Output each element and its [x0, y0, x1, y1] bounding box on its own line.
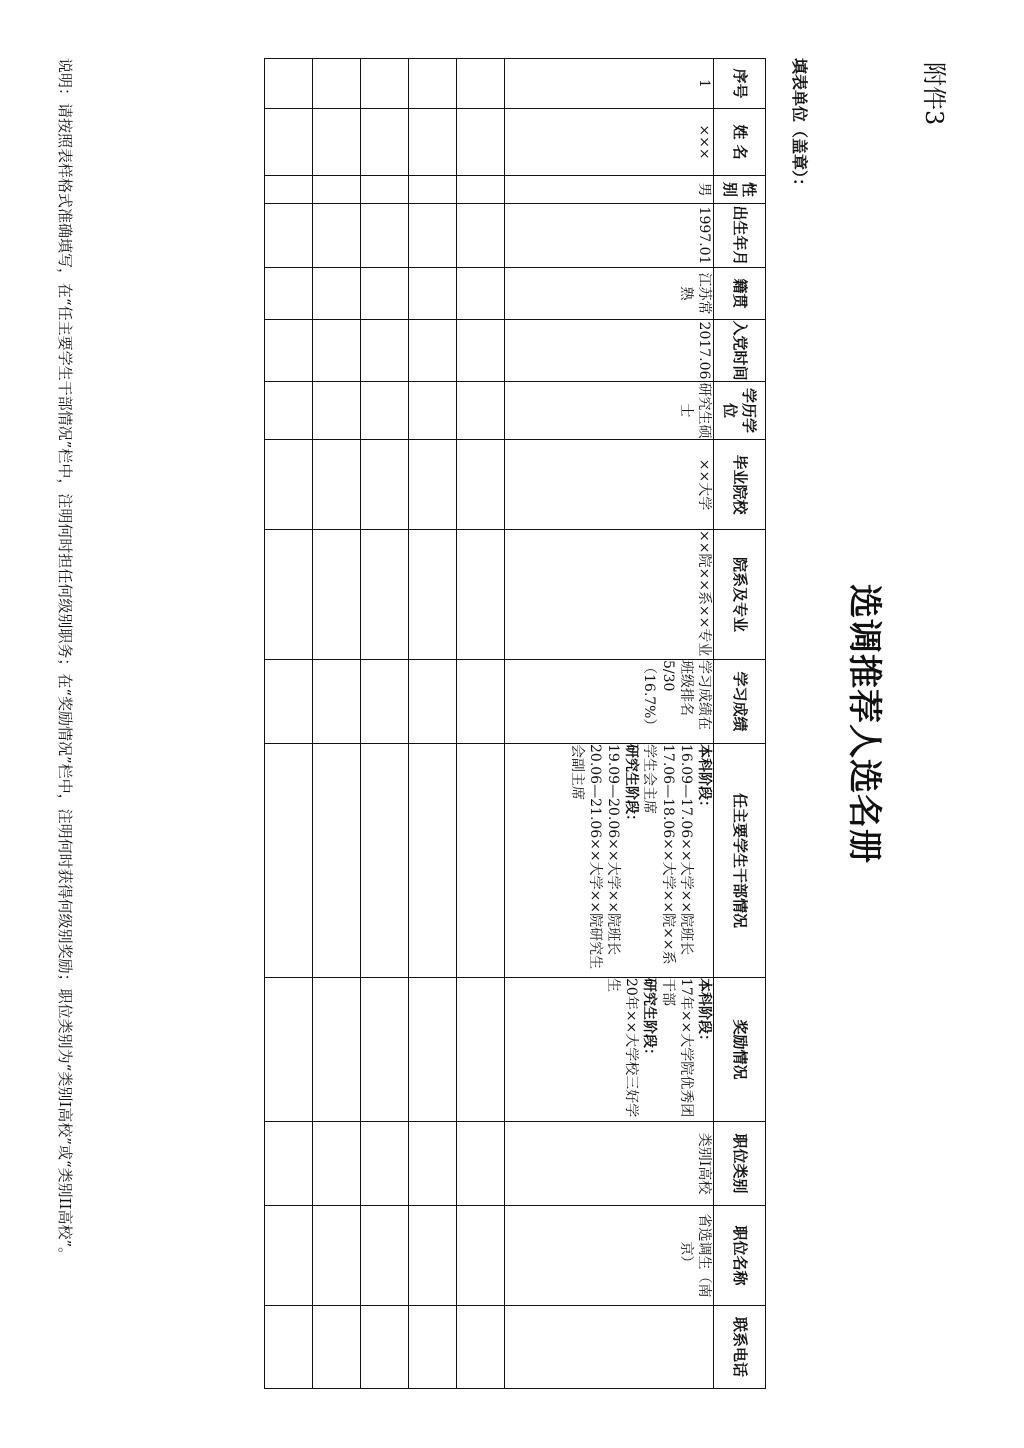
col-header-phone: 联系电话: [714, 1306, 766, 1389]
cell-birth: 1997.01: [505, 204, 714, 268]
attachment-label: 附件3: [920, 62, 948, 126]
col-header-school: 毕业院校: [714, 440, 766, 530]
cadre-grad-label: 研究生阶段：: [623, 744, 640, 828]
fill-unit-label: 填表单位（盖章）：: [790, 58, 809, 195]
instructions-note: 说明：请按照表样格式准确填写，在“任主要学生干部情况”栏中，注明何时担任何级别职务；在“奖励情况”栏中，注明何时获得何级别奖励；职位类别为“类别I高校”或“类别II高校”。: [56, 58, 74, 1263]
cell-degree: 研究生硕士: [505, 382, 714, 440]
cell-phone: [505, 1306, 714, 1389]
col-header-seq: 序号: [714, 59, 766, 109]
col-header-awards: 奖励情况: [714, 978, 766, 1122]
awards-undergrad-label: 本科阶段：: [696, 978, 712, 1048]
cell-grades: 学习成绩在班级排名5/30（16.7%）: [505, 660, 714, 744]
col-header-major: 院系及专业: [714, 530, 766, 660]
cadre-undergrad-label: 本科阶段：: [696, 744, 712, 814]
roster-table: [264, 58, 766, 1389]
cell-gender: 男: [505, 176, 714, 204]
awards-grad-label: 研究生阶段：: [641, 978, 658, 1062]
cell-party: 2017.06: [505, 320, 714, 382]
header-row: [714, 59, 766, 1389]
cell-awards: [505, 978, 714, 1122]
cell-native: 江苏常熟: [505, 268, 714, 320]
cell-school: ××大学: [505, 440, 714, 530]
col-header-name: 姓 名: [714, 109, 766, 176]
cell-cadre: [505, 744, 714, 978]
table-row-empty: [265, 59, 313, 1389]
awards-grad-line: 20年××大学校三好学生: [605, 978, 640, 1118]
page-title: 选调推荐人选名册: [844, 584, 884, 864]
col-header-job-name: 职位名称: [714, 1206, 766, 1306]
cadre-grad-line2: 20.06—21.06××大学××院研究生会副主席: [568, 744, 603, 970]
cell-job-type: 类别I高校: [505, 1122, 714, 1206]
cell-seq: 1: [505, 59, 714, 109]
cell-job-name: 省选调生（南京）: [505, 1206, 714, 1306]
col-header-job-type: 职位类别: [714, 1122, 766, 1206]
col-header-party: 入党时间: [714, 320, 766, 382]
table-row-sample: [505, 59, 714, 1389]
col-header-cadre: 任主要学生干部情况: [714, 744, 766, 978]
table-row-empty: [457, 59, 505, 1389]
table-row-empty: [409, 59, 457, 1389]
cell-major: ××院××系××专业: [505, 530, 714, 660]
cadre-grad-line1: 19.09—20.06××大学××院班长: [605, 744, 622, 956]
awards-undergrad-line: 17年××大学院优秀团干部: [659, 978, 694, 1118]
cadre-undergrad-line1: 16.09—17.06××大学××院班长: [677, 744, 694, 956]
col-header-gender: 性别: [714, 176, 766, 204]
col-header-birth: 出生年月: [714, 204, 766, 268]
table-row-empty: [361, 59, 409, 1389]
col-header-degree: 学历学位: [714, 382, 766, 440]
col-header-grades: 学习成绩: [714, 660, 766, 744]
cell-name: ×××: [505, 109, 714, 176]
cadre-undergrad-line2: 17.06—18.06××大学××院××系学生会主席: [641, 744, 676, 965]
table-row-empty: [313, 59, 361, 1389]
col-header-native: 籍贯: [714, 268, 766, 320]
